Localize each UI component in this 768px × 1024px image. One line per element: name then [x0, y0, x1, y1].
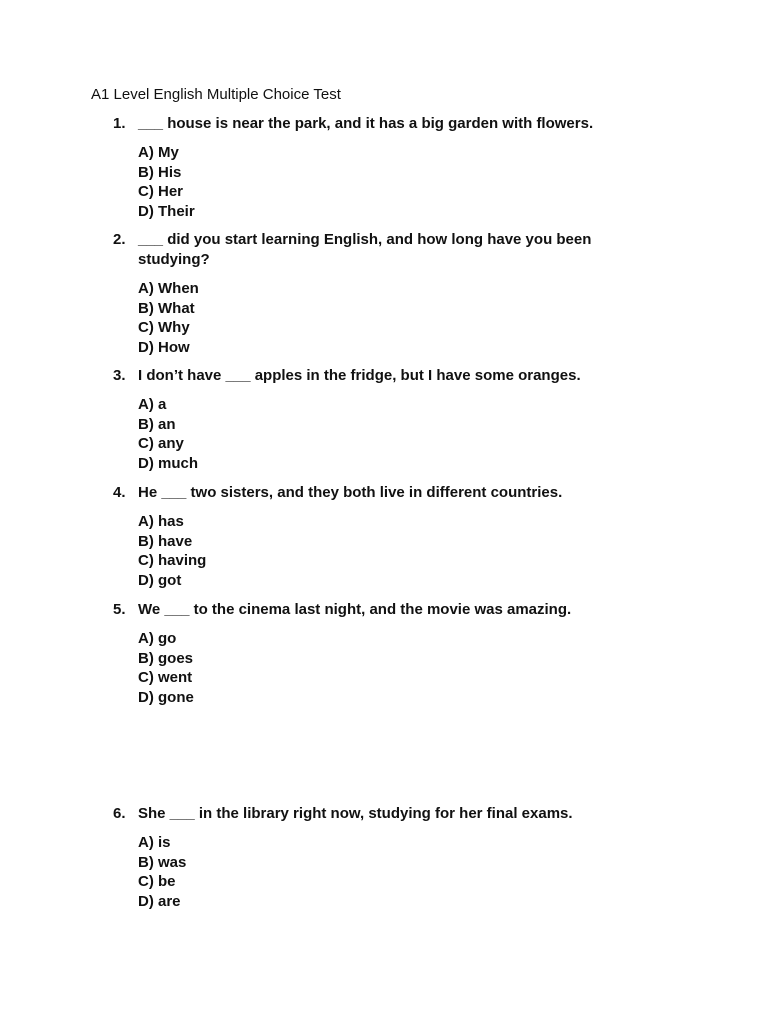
option-a: A) go	[138, 630, 177, 647]
question-row	[113, 483, 633, 503]
option-a: A) When	[138, 280, 199, 297]
option-c: C) Her	[138, 183, 184, 201]
answer-options	[138, 143, 633, 221]
question-3	[113, 366, 633, 473]
question-row	[113, 114, 633, 134]
option-c: C) be	[138, 873, 176, 891]
option-c: C) having	[138, 552, 207, 570]
option-a: A) has	[138, 513, 184, 530]
question-1	[113, 114, 633, 221]
question-text: She ___ in the library right now, studying for her final exams.	[138, 805, 573, 822]
option-d: D) are	[138, 892, 181, 910]
question-4	[113, 483, 633, 590]
question-row	[113, 230, 633, 270]
question-text: We ___ to the cinema last night, and the movie was amazing.	[138, 601, 572, 618]
option-d: D) gone	[138, 688, 194, 706]
question-number: 5.	[113, 601, 126, 618]
question-number: 1.	[113, 115, 126, 132]
answer-options	[138, 629, 633, 707]
option-a: A) a	[138, 396, 167, 413]
option-b: B) What	[138, 299, 195, 317]
option-b: B) His	[138, 163, 182, 181]
question-number: 4.	[113, 484, 126, 501]
question-number: 2.	[113, 231, 126, 248]
option-b: B) an	[138, 415, 176, 433]
question-text: He ___ two sisters, and they both live in different countries.	[138, 484, 563, 501]
option-a: A) is	[138, 834, 171, 851]
answer-options	[138, 512, 633, 590]
option-d: D) Their	[138, 202, 195, 220]
option-d: D) got	[138, 571, 182, 589]
question-text: ___ did you start learning English, and how long have you been studying?	[138, 231, 592, 268]
answer-options	[138, 279, 633, 357]
option-a: A) My	[138, 144, 179, 161]
question-number: 3.	[113, 367, 126, 384]
question-row	[113, 804, 633, 824]
question-row	[113, 600, 633, 620]
document-title: A1 Level English Multiple Choice Test	[91, 86, 341, 103]
option-c: C) went	[138, 669, 193, 687]
question-2	[113, 230, 633, 357]
option-d: D) much	[138, 454, 198, 472]
option-b: B) have	[138, 532, 193, 550]
question-row	[113, 366, 633, 386]
option-d: D) How	[138, 338, 190, 356]
question-text: I don’t have ___ apples in the fridge, but I have some oranges.	[138, 367, 581, 384]
option-b: B) goes	[138, 649, 194, 667]
option-b: B) was	[138, 853, 187, 871]
question-6	[113, 804, 633, 911]
answer-options	[138, 833, 633, 911]
question-number: 6.	[113, 805, 126, 822]
question-text: ___ house is near the park, and it has a big garden with flowers.	[138, 115, 594, 132]
answer-options	[138, 395, 633, 473]
option-c: C) Why	[138, 319, 190, 337]
option-c: C) any	[138, 435, 184, 453]
question-5	[113, 600, 633, 707]
